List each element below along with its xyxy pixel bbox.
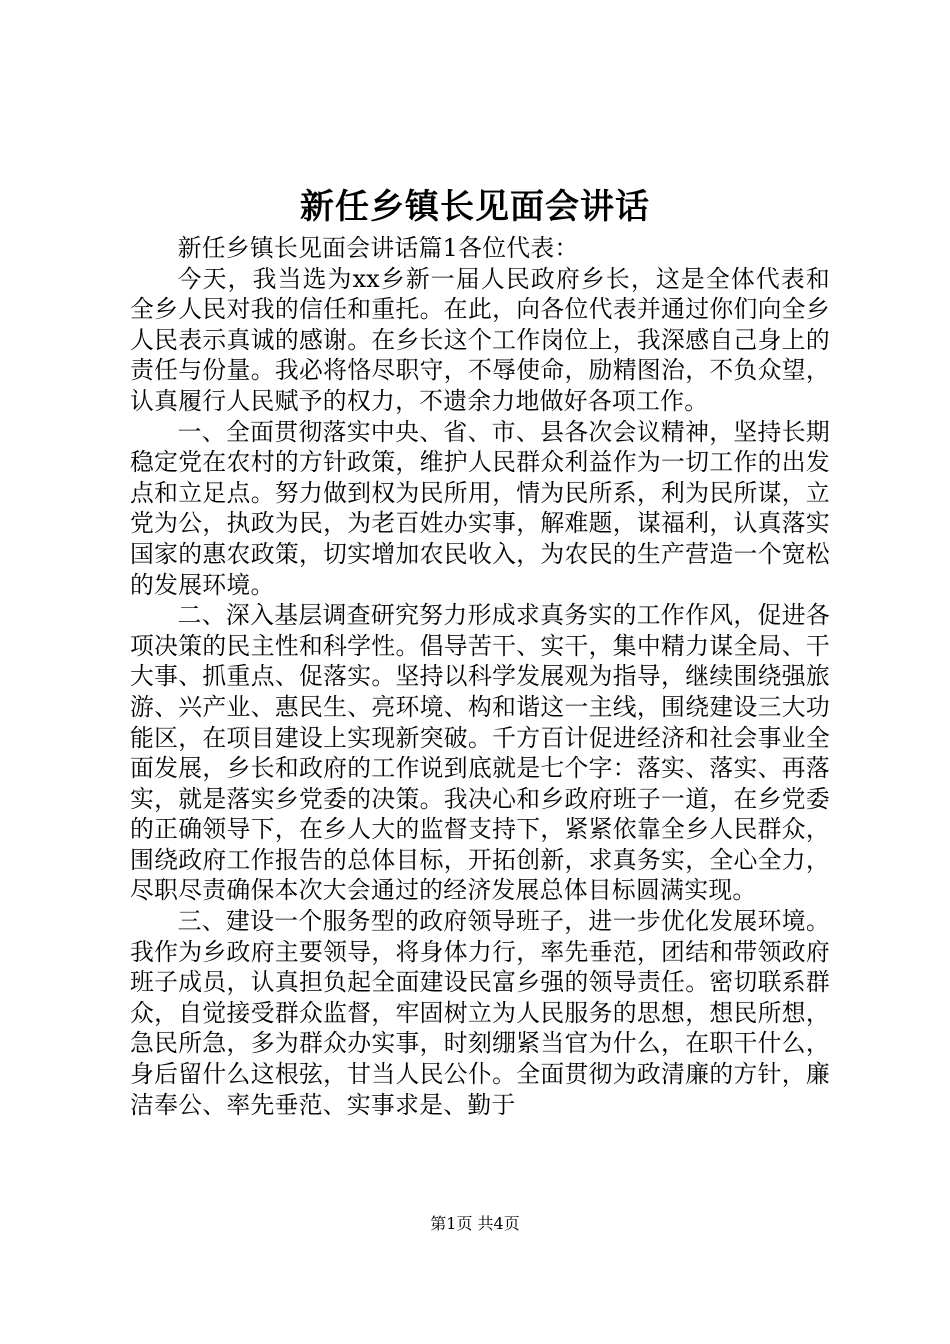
- page-title: 新任乡镇长见面会讲话: [300, 187, 650, 227]
- document-body: [130, 233, 830, 1120]
- page-footer: 第1页 共4页: [430, 1214, 520, 1233]
- paragraph-point-two: 二、深入基层调查研究努力形成求真务实的工作作风，促进各项决策的民主性和科学性。倡导苦干、实干，集中精力谋全局、干大事、抓重点、促落实。坚持以科学发展观为指导，继续围绕强旅游、兴产业、惠民生、亮环境、构和谐这一主线，围绕建设三大功能区，在项目建设上实现新突破。千方百计促进经济和社会事业全面发展，乡长和政府的工作说到底就是七个字：落实、落实、再落实，就是落实乡党委的决策。我决心和乡政府班子一道，在乡党委的正确领导下，在乡人大的监督支持下，紧紧依靠全乡人民群众，围绕政府工作报告的总体目标，开拓创新，求真务实，全心全力，尽职尽责确保本次大会通过的经济发展总体目标圆满实现。: [130, 601, 830, 905]
- paragraph-point-one: 一、全面贯彻落实中央、省、市、县各次会议精神，坚持长期稳定党在农村的方针政策，维护人民群众利益作为一切工作的出发点和立足点。努力做到权为民所用，情为民所系，利为民所谋，立党为公，执政为民，为老百姓办实事，解难题，谋福利，认真落实国家的惠农政策，切实增加农民收入，为农民的生产营造一个宽松的发展环境。: [130, 417, 830, 599]
- paragraph-salutation: 新任乡镇长见面会讲话篇1各位代表：: [177, 234, 579, 262]
- paragraph-opening: 今天，我当选为xx乡新一届人民政府乡长，这是全体代表和全乡人民对我的信任和重托。在此，向各位代表并通过你们向全乡人民表示真诚的感谢。在乡长这个工作岗位上，我深感自己身上的责任与份量。我必将恪尽职守，不辱使命，励精图治，不负众望，认真履行人民赋予的权力，不遗余力地做好各项工作。: [130, 264, 830, 415]
- paragraph-point-three: 三、建设一个服务型的政府领导班子，进一步优化发展环境。我作为乡政府主要领导，将身体力行，率先垂范，团结和带领政府班子成员，认真担负起全面建设民富乡强的领导责任。密切联系群众，自觉接受群众监督，牢固树立为人民服务的思想，想民所想，急民所急，多为群众办实事，时刻绷紧当官为什么，在职干什么，身后留什么这根弦，甘当人民公仆。全面贯彻为政清廉的方针，廉洁奉公、率先垂范、实事求是、勤于: [130, 907, 830, 1119]
